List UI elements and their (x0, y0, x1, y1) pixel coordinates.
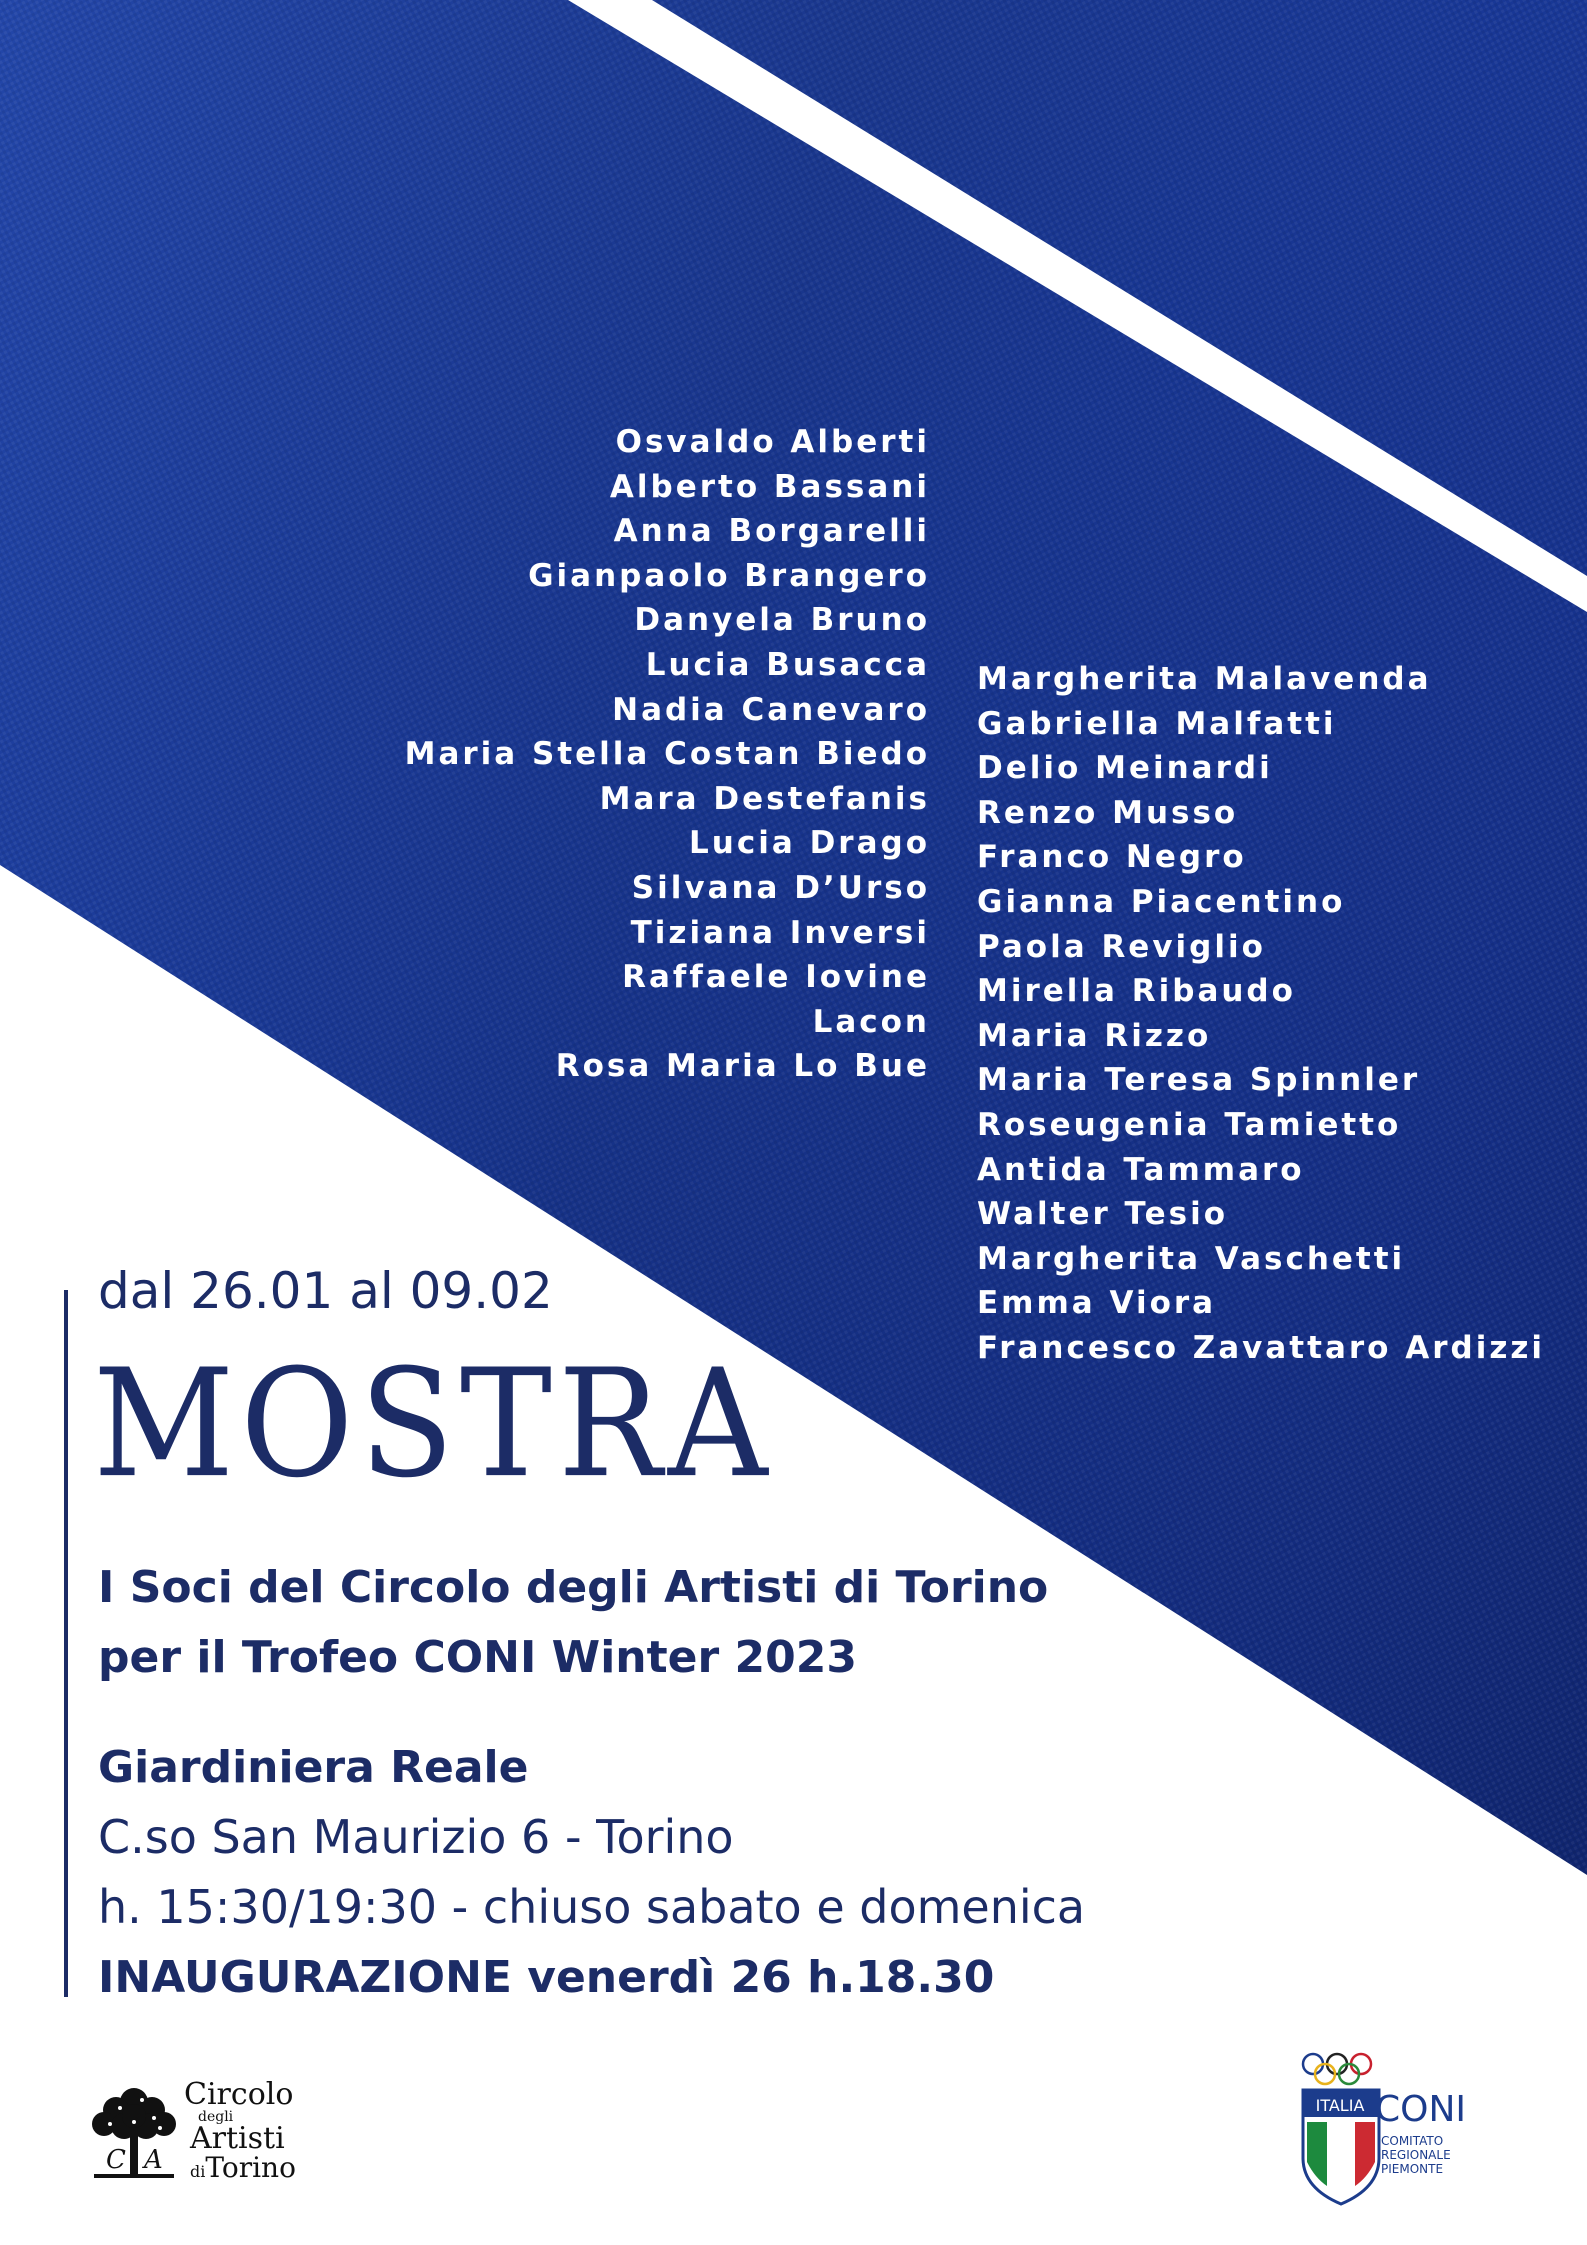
coni-regional-label (1381, 2134, 1451, 2176)
artist-name: Alberto Bassani (609, 468, 930, 505)
exhibition-dates: dal 26.01 al 09.02 (98, 1262, 553, 1320)
artist-name: Raffaele Iovine (622, 959, 930, 996)
artist-list-right (977, 657, 1545, 1371)
artist-name: Gabriella Malfatti (977, 705, 1337, 742)
artist-name: Antida Tammaro (977, 1151, 1305, 1188)
artist-name: Nadia Canevaro (612, 691, 930, 728)
subtitle-line-2: per il Trofeo CONI Winter 2023 (98, 1632, 857, 1683)
tree-icon (84, 2080, 184, 2190)
olympic-rings-icon (1299, 2050, 1389, 2090)
artist-name: Lacon (812, 1003, 930, 1040)
opening-hours: h. 15:30/19:30 - chiuso sabato e domenica (98, 1880, 1086, 1934)
subtitle-line-1: I Soci del Circolo degli Artisti di Torino (98, 1562, 1049, 1613)
italia-badge-label: ITALIA (1315, 2096, 1365, 2115)
circolo-logo-word-1: Circolo (184, 2077, 294, 2112)
exhibition-title: MOSTRA (93, 1336, 774, 1511)
venue-address: C.so San Maurizio 6 - Torino (98, 1810, 734, 1864)
artist-name: Renzo Musso (977, 794, 1239, 831)
coni-logo (1295, 2050, 1475, 2200)
artist-name: Margherita Vaschetti (977, 1240, 1406, 1277)
artist-name: Osvaldo Alberti (615, 424, 930, 460)
inauguration-info: INAUGURAZIONE venerdì 26 h.18.30 (98, 1952, 995, 2003)
artist-name: Maria Teresa Spinnler (977, 1062, 1421, 1099)
artist-name: Silvana D’Urso (631, 869, 930, 906)
artist-name: Maria Rizzo (977, 1017, 1212, 1054)
artist-name: Maria Stella Costan Biedo (404, 736, 930, 773)
artist-list-left (405, 420, 930, 1089)
artist-name: Francesco Zavattaro Ardizzi (977, 1329, 1546, 1366)
coni-sub-line-3: PIEMONTE (1381, 2162, 1444, 2176)
artist-name: Mirella Ribaudo (977, 973, 1296, 1010)
artist-name: Anna Borgarelli (613, 513, 930, 550)
artist-name: Tiziana Inversi (630, 914, 930, 951)
artist-name: Delio Meinardi (977, 750, 1273, 787)
artist-name: Paola Reviglio (977, 928, 1266, 965)
artist-name: Franco Negro (977, 839, 1247, 876)
circolo-artisti-logo (84, 2077, 314, 2190)
coni-wordmark: CONI (1375, 2089, 1467, 2130)
artist-name: Danyela Bruno (634, 602, 930, 639)
artist-name: Lucia Drago (689, 825, 930, 862)
circolo-logo-text (184, 2077, 296, 2184)
circolo-logo-word-4 (190, 2151, 296, 2184)
circolo-logo-torino: Torino (205, 2151, 296, 2184)
circolo-logo-word-3: Artisti (190, 2121, 285, 2156)
venue-name: Giardiniera Reale (98, 1742, 529, 1793)
artist-name: Mara Destefanis (599, 780, 930, 817)
artist-name: Rosa Maria Lo Bue (555, 1048, 930, 1085)
artist-name: Gianpaolo Brangero (528, 557, 930, 594)
artist-name: Emma Viora (977, 1285, 1217, 1322)
circolo-logo-word-2: degli (198, 2109, 234, 2125)
artist-name: Walter Tesio (977, 1196, 1228, 1233)
accent-vertical-line (64, 1290, 68, 1997)
svg-text:C: C (106, 2145, 126, 2175)
circolo-logo-di: di (190, 2162, 206, 2181)
coni-sub-line-2: REGIONALE (1381, 2148, 1451, 2162)
artist-name: Lucia Busacca (645, 646, 930, 683)
svg-text:A: A (144, 2145, 163, 2175)
artist-name: Gianna Piacentino (977, 883, 1346, 920)
artist-name: Roseugenia Tamietto (977, 1106, 1402, 1143)
artist-name: Margherita Malavenda (977, 661, 1432, 697)
coni-sub-line-1: COMITATO (1381, 2134, 1444, 2148)
